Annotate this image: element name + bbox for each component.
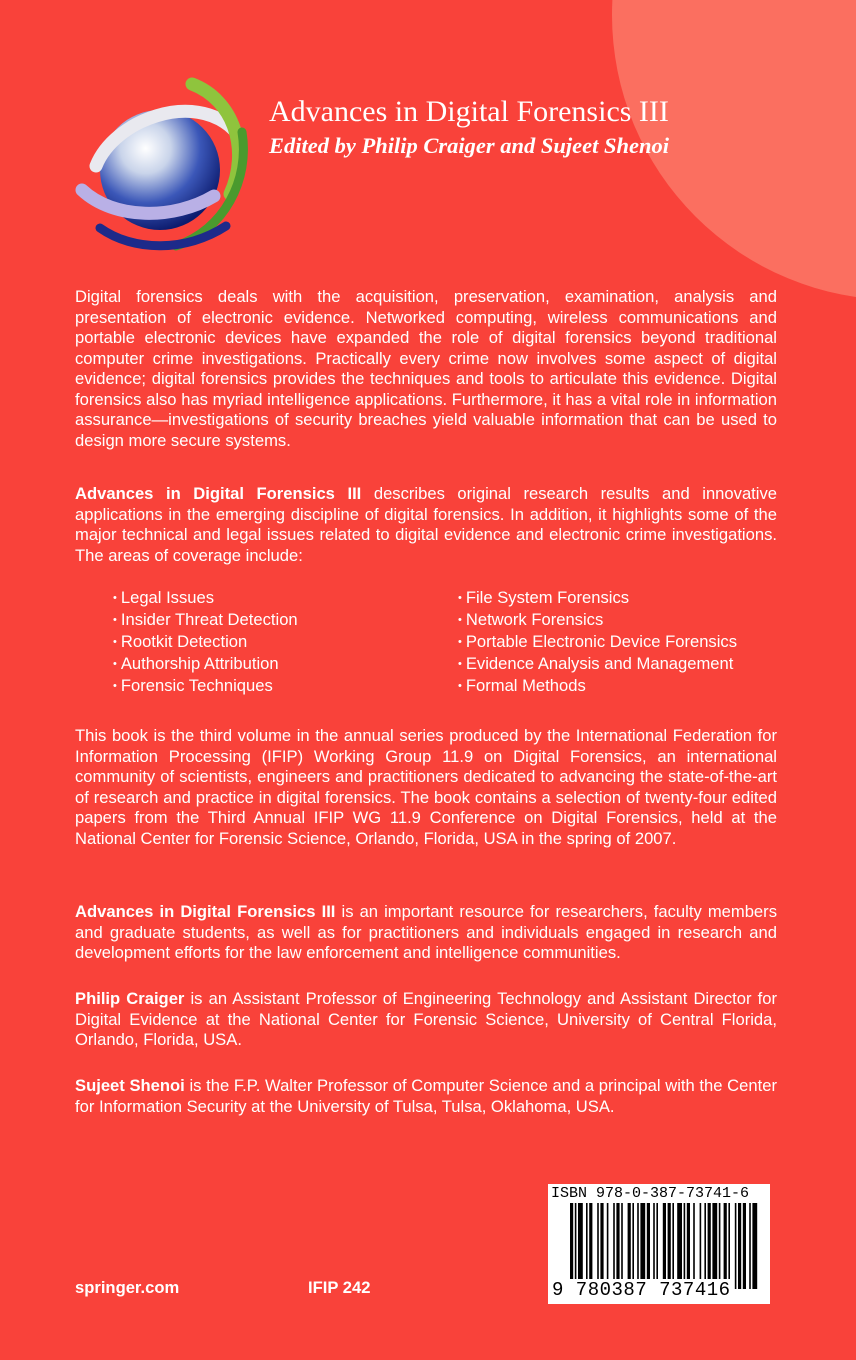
editor-bio-craiger	[75, 989, 777, 1051]
list-item: • File System Forensics	[458, 588, 737, 610]
paragraph-2-text: describes original research results and innovative applications in the emerging discipline of digital forensics. In addition, it highlights some of the major technical and legal issues related to digital evidence and electronic crime investigations. The areas of coverage include:	[75, 484, 777, 565]
editor-bio-text: is an Assistant Professor of Engineering Technology and Assistant Director for Digital Evidence at the National Center for Forensic Science, University of Central Florida, Orlando, Florida, USA.	[75, 989, 778, 1049]
book-title: Advances in Digital Forensics III	[269, 95, 669, 128]
description-paragraph-1: Digital forensics deals with the acquisition, preservation, examination, analysis and presentation of electronic evidence. Networked computing, wireless communications and portable electronic devices have expanded the role of digital forensics beyond traditional computer crime investigations. Practically every crime now involves some aspect of digital evidence; digital forensics provides the techniques and tools to articulate this evidence. Digital forensics also has myriad intelligence applications. Furthermore, it has a vital role in information assurance—investigations of security breaches yield valuable information that can be used to design more secure systems.	[75, 287, 777, 450]
list-item: • Forensic Techniques	[113, 676, 298, 698]
series-number: IFIP 242	[308, 1278, 371, 1297]
description-paragraph-3: This book is the third volume in the annual series produced by the International Federation for Information Processing (IFIP) Working Group 11.9 on Digital Forensics, an international community of scientists, engineers and practitioners dedicated to advancing the state-of-the-art of research and practice in digital forensics. The book contains a selection of twenty-four edited papers from the Third Annual IFIP WG 11.9 Conference on Digital Forensics, held at the National Center for Forensic Science, Orlando, Florida, USA in the spring of 2007.	[75, 726, 777, 848]
editor-name: Philip Craiger	[75, 989, 185, 1008]
list-item: • Network Forensics	[458, 610, 737, 632]
description-paragraph-2	[75, 484, 777, 566]
list-item: • Authorship Attribution	[113, 654, 298, 676]
barcode-digits: 9 780387 737416	[552, 1279, 731, 1301]
list-item: • Insider Threat Detection	[113, 610, 298, 632]
list-item: • Legal Issues	[113, 588, 298, 610]
publisher-website: springer.com	[75, 1278, 180, 1297]
list-item: • Evidence Analysis and Management	[458, 654, 737, 676]
coverage-list-left	[113, 588, 298, 698]
list-item: • Formal Methods	[458, 676, 737, 698]
list-item: • Portable Electronic Device Forensics	[458, 632, 737, 654]
book-title-inline: Advances in Digital Forensics III	[75, 902, 336, 921]
isbn-label: ISBN 978-0-387-73741-6	[551, 1185, 750, 1202]
list-item: • Rootkit Detection	[113, 632, 298, 654]
editor-bio-shenoi	[75, 1076, 777, 1117]
barcode-icon	[548, 1203, 770, 1289]
editor-bio-text: is the F.P. Walter Professor of Computer Science and a principal with the Center for Information Security at the University of Tulsa, Tulsa, Oklahoma, USA.	[75, 1076, 777, 1116]
book-editors: Edited by Philip Craiger and Sujeet Shenoi	[269, 133, 670, 158]
description-paragraph-4	[75, 902, 777, 964]
paragraph-4-text: is an important resource for researchers, faculty members and graduate students, as well as for practitioners and individuals engaged in research and development efforts for the law enforcement and intelligence communities.	[75, 902, 777, 962]
coverage-list-right	[458, 588, 737, 698]
book-title-inline: Advances in Digital Forensics III	[75, 484, 362, 503]
globe-logo-icon	[74, 70, 250, 260]
editor-name: Sujeet Shenoi	[75, 1076, 185, 1095]
barcode	[548, 1184, 770, 1304]
